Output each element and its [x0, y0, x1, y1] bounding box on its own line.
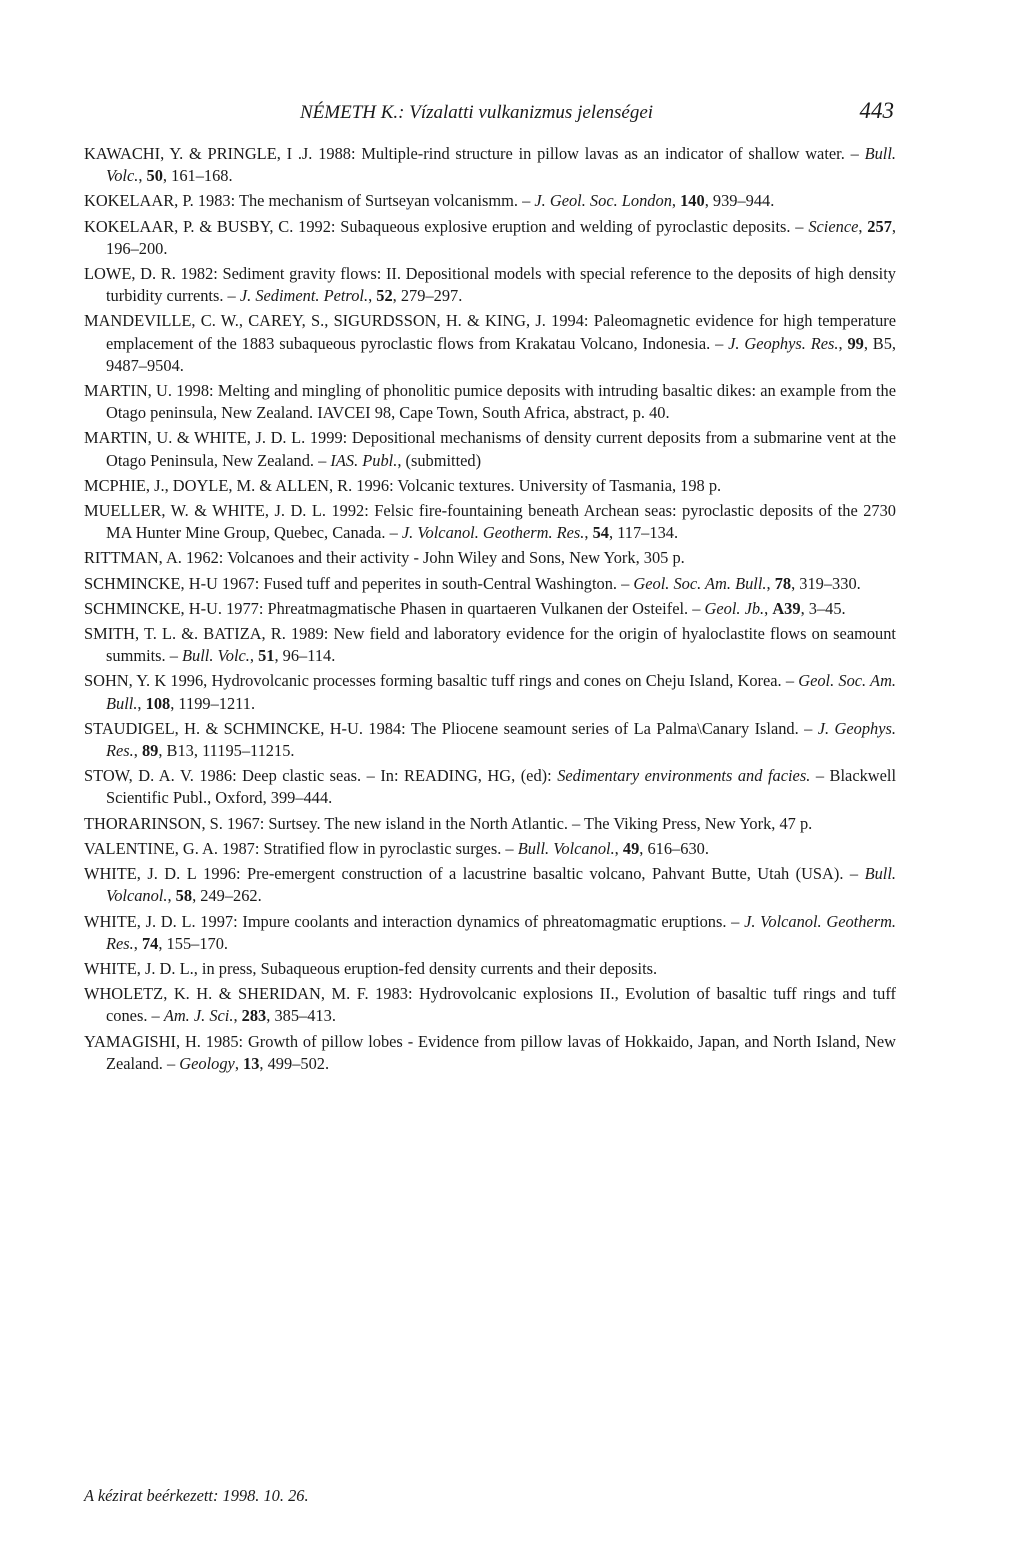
reference-details: 1996: Volcanic textures. University of Tasmania, 198 p.: [352, 475, 722, 495]
reference-journal: Bull. Volcanol.: [517, 838, 615, 858]
reference-entry: [84, 863, 896, 907]
reference-entry: [84, 190, 896, 212]
reference-details: 1989: New field and laboratory evidence for the origin of hyaloclastite flows on seamount summits. –: [106, 624, 896, 666]
reference-entry: [84, 547, 896, 569]
reference-entry: [84, 813, 896, 835]
reference-authors: MUELLER, W. & WHITE, J. D. L.: [84, 501, 326, 521]
reference-authors: MARTIN, U. & WHITE, J. D. L.: [84, 428, 306, 448]
reference-authors: KOKELAAR, P. & BUSBY, C.: [84, 216, 294, 236]
reference-journal: Bull. Volc.: [182, 646, 250, 666]
reference-authors: MCPHIE, J., DOYLE, M. & ALLEN, R.: [84, 475, 353, 495]
reference-entry: [84, 623, 896, 667]
reference-entry: [84, 263, 896, 307]
reference-authors: WHITE, J. D. L.: [84, 958, 194, 978]
reference-journal: Geology: [179, 1053, 235, 1073]
reference-entry: [84, 310, 896, 377]
reference-pages: , B13, 11195–11215.: [158, 741, 295, 761]
reference-separator: ,: [838, 333, 848, 353]
reference-journal: J. Geophys. Res.: [728, 333, 839, 353]
reference-pages: , 249–262.: [192, 886, 262, 906]
reference-authors: WHITE, J. D. L: [84, 864, 197, 884]
reference-details: 1983: Hydrovolcanic explosions II., Evolution of basaltic tuff rings and tuff cones. –: [106, 984, 896, 1026]
reference-journal: J. Geol. Soc. London: [534, 191, 672, 211]
reference-journal: Sedimentary environments and facies.: [557, 766, 811, 786]
reference-pages: , 117–134.: [609, 523, 679, 543]
reference-authors: SMITH, T. L. &. BATIZA, R.: [84, 624, 286, 644]
reference-pages: , 161–168.: [162, 166, 233, 186]
reference-details: 1992: Felsic fire-fountaining beneath Archean seas: pyroclastic deposits of the 2730 MA Hunter Mine Group, Quebec, Canada. –: [106, 501, 897, 543]
reference-details: 1984: The Pliocene seamount series of La Palma\Canary Island. –: [362, 718, 818, 738]
running-head: [300, 98, 894, 128]
reference-journal: Geol. Soc. Am. Bull.: [106, 671, 896, 713]
reference-details: 1983: The mechanism of Surtseyan volcanismm. –: [193, 191, 535, 211]
reference-entry: [84, 573, 896, 595]
reference-details: 1998: Melting and mingling of phonolitic pumice deposits with intruding basaltic dikes: an example from the Otago peninsula, New Zealand. IAVCEI 98, Cape Town, South Africa, abstract, p. 40.: [106, 381, 896, 423]
reference-pages: , 3–45.: [800, 598, 846, 618]
reference-entry: [84, 475, 896, 497]
reference-volume: 51: [258, 646, 275, 666]
reference-journal: Bull. Volcanol.: [106, 864, 896, 906]
reference-separator: ,: [234, 1053, 244, 1073]
reference-journal: Science: [808, 216, 859, 236]
reference-entry: [84, 427, 896, 471]
reference-separator: ,: [138, 166, 147, 186]
reference-authors: SOHN, Y. K: [84, 671, 167, 691]
reference-separator: ,: [766, 573, 775, 593]
reference-separator: ,: [233, 1006, 242, 1026]
reference-details: 1982: Sediment gravity flows: II. Depositional models with special reference to the deposits of high density turbidity currents. –: [106, 264, 896, 306]
reference-details: , in press, Subaqueous eruption-fed density currents and their deposits.: [193, 958, 658, 978]
reference-details: 1994: Paleomagnetic evidence for high temperature emplacement of the 1883 subaqueous pyroclastic flows from Krakatau Volcano, Indonesia. –: [106, 311, 896, 353]
reference-details: 1997: Impure coolants and interaction dynamics of phreatomagmatic eruptions. –: [195, 911, 745, 931]
reference-pages: , 616–630.: [639, 838, 709, 858]
reference-journal: J. Sediment. Petrol.: [239, 286, 369, 306]
manuscript-received-note: A kézirat beérkezett: 1998. 10. 26.: [84, 1486, 309, 1505]
reference-pages: , 96–114.: [274, 646, 336, 666]
reference-entry: [84, 838, 896, 860]
reference-volume: 257: [867, 216, 892, 236]
reference-separator: ,: [671, 191, 681, 211]
reference-authors: MANDEVILLE, C. W., CAREY, S., SIGURDSSON, H. & KING, J.: [84, 311, 546, 331]
reference-authors: LOWE, D. R.: [84, 264, 176, 284]
reference-entry: [84, 670, 896, 714]
reference-separator: ,: [368, 286, 377, 306]
reference-details: 1996: Pre-emergent construction of a lacustrine basaltic volcano, Pahvant Butte, Utah (USA). –: [196, 864, 865, 884]
reference-entry: [84, 380, 896, 424]
reference-entry: [84, 911, 896, 955]
reference-details: 1996, Hydrovolcanic processes forming basaltic tuff rings and cones on Cheju Island, Korea. –: [166, 671, 799, 691]
reference-pages: , 196–200.: [106, 216, 896, 258]
reference-journal: Bull. Volc.: [106, 144, 896, 186]
reference-authors: THORARINSON, S.: [84, 813, 223, 833]
reference-separator: ,: [133, 741, 142, 761]
reference-separator: ,: [133, 933, 142, 953]
reference-volume: 140: [680, 191, 705, 211]
reference-pages: , 279–297.: [392, 286, 463, 306]
reference-volume: 13: [243, 1053, 260, 1073]
reference-volume: 50: [146, 166, 163, 186]
reference-journal: J. Volcanol. Geotherm. Res.: [106, 911, 897, 953]
reference-details: 1987: Stratified flow in pyroclastic surges. –: [218, 838, 518, 858]
reference-entry: [84, 216, 896, 260]
reference-authors: SCHMINCKE, H-U.: [84, 598, 222, 618]
reference-pages: , B5, 9487–9504.: [106, 333, 897, 375]
reference-separator: ,: [584, 523, 593, 543]
reference-entry: [84, 718, 896, 762]
reference-separator: ,: [614, 838, 623, 858]
reference-pages: , 1199–1211.: [170, 693, 256, 713]
reference-authors: VALENTINE, G. A.: [84, 838, 218, 858]
reference-volume: A39: [772, 598, 801, 618]
reference-volume: 49: [622, 838, 640, 858]
reference-authors: MARTIN, U.: [84, 381, 172, 401]
reference-pages: , 319–330.: [791, 573, 861, 593]
reference-details: 1962: Volcanoes and their activity - John Wiley and Sons, New York, 305 p.: [181, 548, 685, 568]
reference-authors: WHITE, J. D. L.: [84, 911, 196, 931]
reference-entry: [84, 500, 896, 544]
reference-volume: 89: [141, 741, 159, 761]
reference-authors: SCHMINCKE, H-U: [84, 573, 218, 593]
reference-details: 1977: Phreatmagmatische Phasen in quartaeren Vulkanen der Osteifel. –: [221, 598, 705, 618]
reference-details: 1988: Multiple-rind structure in pillow lavas as an indicator of shallow water. –: [312, 144, 865, 163]
reference-details: 1986: Deep clastic seas. – In: READING, HG, (ed):: [193, 766, 558, 786]
reference-entry: [84, 765, 896, 809]
reference-details: 1992: Subaqueous explosive eruption and welding of pyroclastic deposits. –: [293, 216, 809, 236]
reference-authors: YAMAGISHI, H.: [84, 1031, 201, 1051]
reference-journal: Am. J. Sci.: [163, 1006, 234, 1026]
reference-pages: , 939–944.: [704, 191, 775, 211]
reference-journal: IAS. Publ.: [330, 450, 398, 470]
reference-entry: [84, 143, 896, 187]
reference-separator: ,: [764, 598, 773, 618]
running-head-title: NÉMETH K.: Vízalatti vulkanizmus jelenségei: [300, 102, 654, 123]
reference-authors: RITTMAN, A.: [84, 548, 182, 568]
reference-list: [84, 143, 896, 1078]
reference-authors: KOKELAAR, P.: [84, 191, 194, 211]
reference-authors: STOW, D. A. V.: [84, 766, 194, 786]
reference-journal: Geol. Jb.: [704, 598, 765, 618]
reference-details: 1999: Depositional mechanisms of density current deposits from a submarine vent at the Otago Peninsula, New Zealand. –: [106, 428, 896, 470]
reference-pages: , 499–502.: [259, 1053, 330, 1073]
reference-separator: ,: [249, 646, 259, 666]
reference-journal: J. Volcanol. Geotherm. Res.: [401, 523, 585, 543]
reference-authors: KAWACHI, Y. & PRINGLE, I .J.: [84, 144, 313, 163]
reference-volume: 78: [774, 573, 792, 593]
reference-separator: , (submitted): [397, 450, 482, 470]
reference-details: 1985: Growth of pillow lobes - Evidence from pillow lavas of Hokkaido, Japan, and North Island, New Zealand. –: [106, 1031, 896, 1073]
reference-authors: STAUDIGEL, H. & SCHMINCKE, H-U.: [84, 718, 363, 738]
reference-separator: ,: [858, 216, 868, 236]
reference-separator: ,: [167, 886, 176, 906]
reference-volume: 99: [847, 333, 864, 353]
reference-entry: [84, 983, 896, 1027]
reference-separator: – Blackwell Scientific Publ., Oxford, 399–444.: [106, 766, 897, 808]
reference-volume: 283: [241, 1006, 267, 1026]
reference-entry: [84, 1031, 896, 1075]
reference-volume: 52: [376, 286, 393, 306]
reference-volume: 74: [141, 933, 159, 953]
page-number: 443: [859, 98, 894, 123]
reference-authors: WHOLETZ, K. H. & SHERIDAN, M. F.: [84, 984, 369, 1004]
reference-details: 1967: Surtsey. The new island in the North Atlantic. – The Viking Press, New York, 47 p.: [222, 813, 813, 833]
reference-pages: , 155–170.: [158, 933, 229, 953]
reference-separator: ,: [137, 693, 146, 713]
reference-volume: 108: [145, 693, 171, 713]
reference-journal: J. Geophys. Res.: [106, 718, 896, 761]
reference-details: 1967: Fused tuff and peperites in south-Central Washington. –: [217, 573, 634, 593]
reference-journal: Geol. Soc. Am. Bull.: [633, 573, 767, 593]
reference-entry: [84, 598, 896, 620]
reference-volume: 54: [592, 523, 609, 543]
reference-pages: , 385–413.: [266, 1006, 336, 1026]
reference-entry: [84, 958, 896, 980]
reference-volume: 58: [175, 886, 193, 906]
